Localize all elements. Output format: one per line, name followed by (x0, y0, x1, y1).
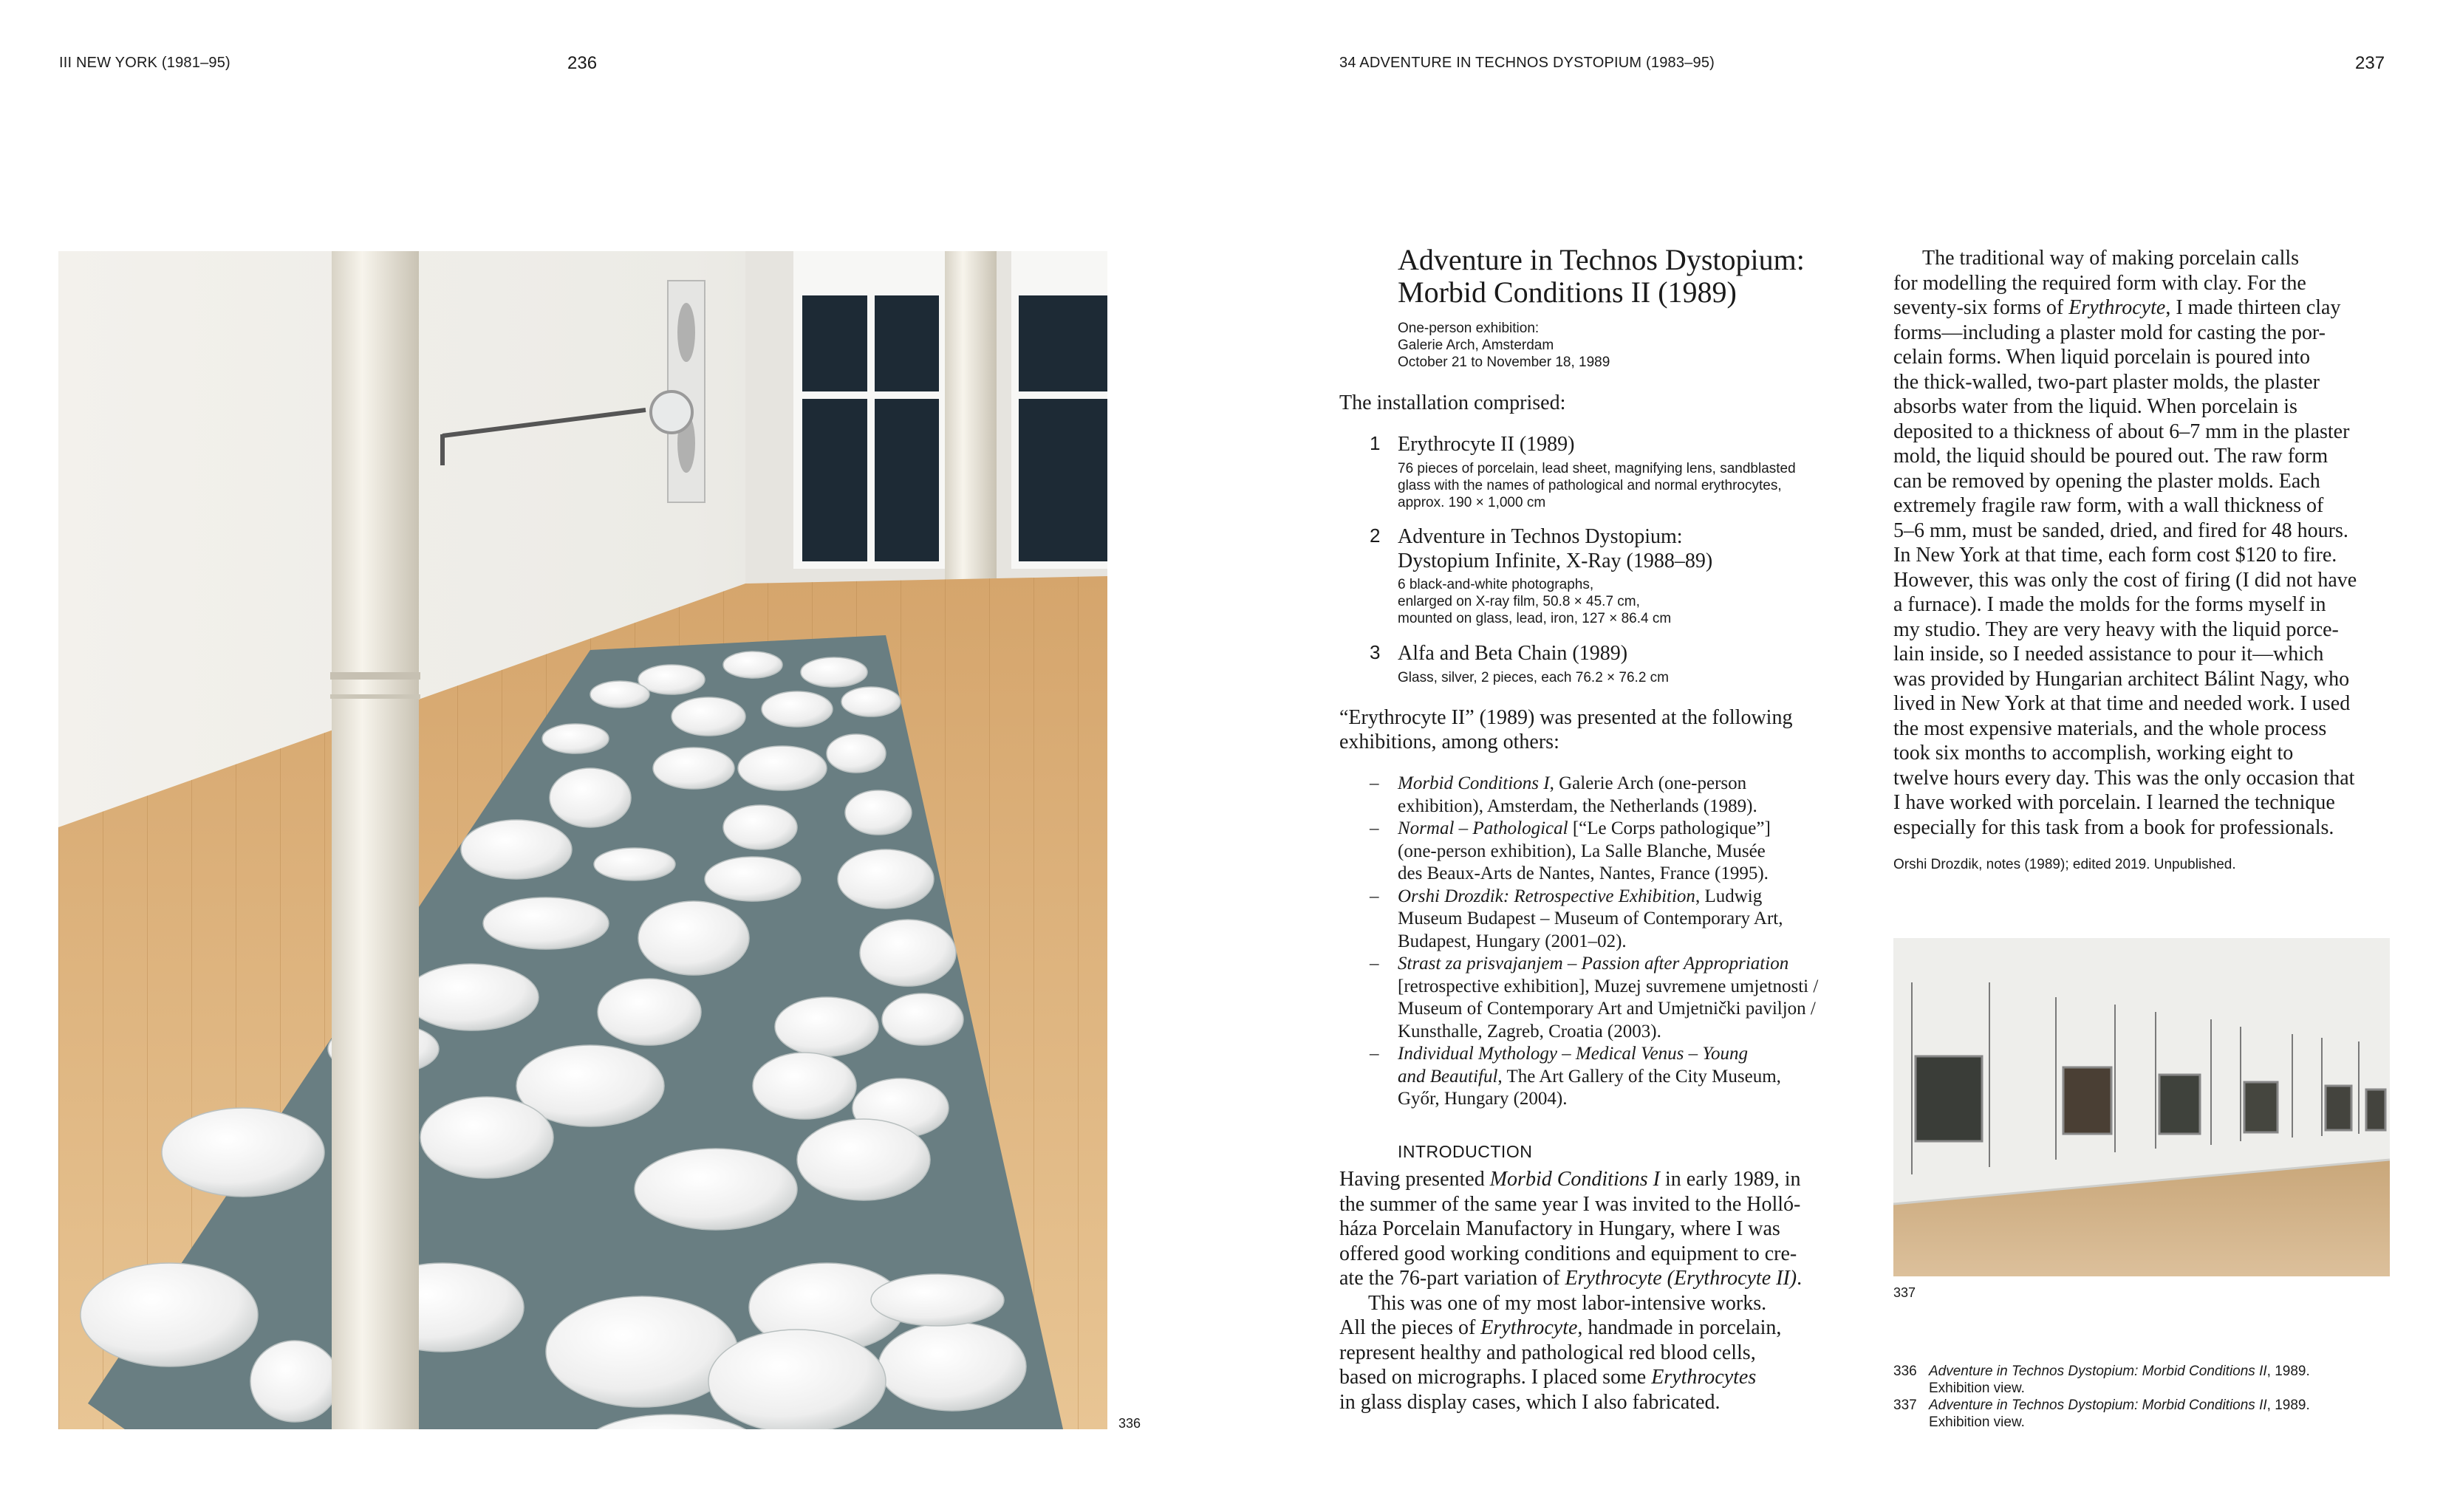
lead-line: exhibitions, among others: (1339, 731, 1559, 753)
installation-item (1339, 641, 1842, 693)
item-desc-line: mounted on glass, lead, iron, 127 × 86.4 cm (1398, 611, 1672, 626)
body-line (1893, 469, 2396, 494)
body-text: . (1797, 1267, 1803, 1290)
caption-text: , 1989. (2266, 1398, 2310, 1413)
introduction-body (1339, 1167, 1856, 1414)
item-name: Erythrocyte II (1989) (1398, 433, 1575, 456)
installation-item (1339, 524, 1842, 635)
caption-number: 336 (1893, 1364, 1917, 1379)
source-note: Orshi Drozdik, notes (1989); edited 2019. Unpublished. (1893, 857, 2236, 872)
italic-title: Erythrocyte (2068, 296, 2166, 319)
body-line (1893, 642, 2396, 667)
installation-item (1339, 432, 1842, 517)
item-name-line: Adventure in Technos Dystopium: (1398, 525, 1683, 548)
italic-title: Erythrocytes (1651, 1366, 1757, 1389)
title-line-1: Adventure in Technos Dystopium: (1398, 243, 1805, 276)
section-heading: INTRODUCTION (1398, 1142, 1533, 1161)
item-desc-line: approx. 190 × 1,000 cm (1398, 495, 1546, 510)
exhibition-text: Győr, Hungary (2004). (1398, 1089, 1568, 1109)
body-text: the most expensive materials, and the whole process (1893, 716, 2327, 740)
body-text: took six months to accomplish, working eight to (1893, 742, 2294, 764)
item-name: Alfa and Beta Chain (1989) (1398, 642, 1628, 665)
exhibition-venue: Galerie Arch, Amsterdam (1398, 338, 1554, 353)
item-name (1398, 524, 1841, 573)
body-line (1339, 1291, 1856, 1316)
body-text: forms—including a plaster mold for casting the por- (1893, 321, 2326, 344)
item-description (1398, 460, 1841, 511)
caption-title: Adventure in Technos Dystopium: Morbid Conditions II (1929, 1364, 2267, 1379)
lead-line: “Erythrocyte II” (1989) was presented at the following (1339, 706, 1793, 729)
body-line (1893, 444, 2396, 469)
body-text: was provided by Hungarian architect Bálint Nagy, who (1893, 667, 2350, 691)
figure-caption (1893, 1397, 2410, 1431)
body-line (1893, 667, 2396, 692)
exhibition-title: Individual Mythology – Medical Venus – Young (1398, 1044, 1749, 1064)
body-line (1893, 592, 2396, 618)
process-body (1893, 246, 2396, 840)
exhibition-entry (1339, 953, 1856, 1043)
list-dash: – (1370, 773, 1379, 793)
body-line (1893, 741, 2396, 766)
body-text: lived in New York at that time and needed work. I used (1893, 692, 2351, 715)
body-line (1339, 1167, 1856, 1192)
body-text: mold, the liquid should be poured out. The raw form (1893, 445, 2328, 468)
item-desc-line: 76 pieces of porcelain, lead sheet, magnifying lens, sandblasted (1398, 461, 1796, 476)
figure-captions (1893, 1363, 2410, 1431)
exhibition-entry (1339, 773, 1856, 818)
body-text: Having presented (1339, 1168, 1490, 1191)
body-text: especially for this task from a book for professionals. (1893, 815, 2334, 839)
body-text: based on micrographs. I placed some (1339, 1366, 1652, 1389)
list-dash: – (1370, 886, 1379, 906)
caption-number: 337 (1893, 1398, 1917, 1413)
figure-337-number: 337 (1893, 1285, 1916, 1300)
exhibitions-lead (1339, 705, 1856, 754)
exhibition-text: Museum of Contemporary Art and Umjetnički paviljon / (1398, 999, 1816, 1019)
body-text: my studio. They are very heavy with the liquid porce- (1893, 618, 2339, 641)
exhibition-title: Strast za prisvajanjem – Passion after Appropriation (1398, 954, 1789, 974)
exhibition-text: , Ludwig (1695, 886, 1763, 906)
item-desc-line: enlarged on X-ray film, 50.8 × 45.7 cm, (1398, 594, 1640, 609)
page-number-right: 237 (2355, 53, 2385, 73)
body-text: extremely fragile raw form, with a wall thickness of (1893, 494, 2324, 517)
item-number: 1 (1370, 432, 1381, 454)
item-number: 3 (1370, 641, 1381, 663)
body-text: All the pieces of (1339, 1316, 1481, 1339)
figure-336-number: 336 (1118, 1416, 1141, 1431)
body-line (1893, 519, 2396, 544)
article-title (1398, 244, 1856, 309)
body-line (1339, 1242, 1856, 1267)
list-dash: – (1370, 818, 1379, 838)
body-text: I have worked with porcelain. I learned the technique (1893, 791, 2335, 814)
exhibition-text: exhibition), Amsterdam, the Netherlands (1989). (1398, 796, 1757, 816)
body-text: offered good working conditions and equipment to cre- (1339, 1242, 1797, 1265)
body-text: a furnace). I made the molds for the forms myself in (1893, 593, 2326, 616)
body-line (1893, 420, 2396, 445)
body-text: for modelling the required form with clay. For the (1893, 271, 2306, 295)
exhibition-meta (1398, 320, 1610, 371)
body-text: the thick-walled, two-part plaster molds, the plaster (1893, 370, 2320, 394)
body-text: , handmade in porcelain, (1577, 1316, 1782, 1339)
item-desc-line: 6 black-and-white photographs, (1398, 577, 1594, 592)
body-text: can be removed by opening the plaster molds. Each (1893, 469, 2320, 493)
caption-text: Exhibition view. (1929, 1381, 2025, 1396)
body-line (1339, 1266, 1856, 1291)
exhibitions-list (1339, 773, 1856, 1111)
item-name-line: Dystopium Infinite, X-Ray (1988–89) (1398, 550, 1713, 572)
list-dash: – (1370, 954, 1379, 974)
running-head-right: 34 ADVENTURE IN TECHNOS DYSTOPIUM (1983–95) (1339, 55, 1715, 71)
list-dash: – (1370, 1044, 1379, 1064)
body-line (1893, 493, 2396, 519)
body-text: represent healthy and pathological red blood cells, (1339, 1341, 1756, 1364)
body-line (1893, 370, 2396, 395)
italic-title: Morbid Conditions I (1489, 1168, 1660, 1191)
body-line (1893, 345, 2396, 370)
exhibition-text: (one-person exhibition), La Salle Blanche, Musée (1398, 841, 1766, 861)
body-text: twelve hours every day. This was the only occasion that (1893, 766, 2355, 790)
caption-text: Exhibition view. (1929, 1414, 2025, 1430)
exhibition-text: des Beaux-Arts de Nantes, Nantes, France (1995). (1398, 863, 1769, 883)
body-text: in glass display cases, which I also fabricated. (1339, 1390, 1721, 1414)
body-line (1893, 246, 2396, 271)
running-head-left: III NEW YORK (1981–95) (59, 55, 230, 71)
body-text: However, this was only the cost of firing (I did not have (1893, 568, 2357, 592)
body-line (1893, 295, 2396, 321)
exhibition-entry (1339, 1043, 1856, 1111)
italic-title: Erythrocyte (Erythrocyte II) (1565, 1267, 1797, 1290)
body-text: In New York at that time, each form cost $120 to fire. (1893, 544, 2337, 567)
body-line (1893, 691, 2396, 716)
exhibition-text: Museum Budapest – Museum of Contemporary Art, (1398, 909, 1783, 928)
body-line (1893, 618, 2396, 643)
italic-title: Erythrocyte (1480, 1316, 1578, 1339)
body-line (1893, 394, 2396, 420)
body-text: deposited to a thickness of about 6–7 mm in the plaster (1893, 420, 2350, 443)
installation-photo (58, 251, 1107, 1429)
item-desc-line: glass with the names of pathological and normal erythrocytes, (1398, 478, 1782, 493)
item-description (1398, 576, 1841, 627)
body-text: ate the 76-part variation of (1339, 1267, 1565, 1290)
exhibition-title: Morbid Conditions I (1398, 773, 1550, 793)
body-line (1893, 815, 2396, 841)
body-line (1893, 321, 2396, 346)
body-text: lain inside, so I needed assistance to pour it—which (1893, 643, 2324, 666)
body-text: celain forms. When liquid porcelain is poured into (1893, 346, 2311, 369)
exhibition-text: [retrospective exhibition], Muzej suvremene umjetnosti / (1398, 976, 1819, 996)
exhibition-text: , The Art Gallery of the City Museum, (1497, 1066, 1781, 1087)
exhibition-text: [“Le Corps pathologique”] (1568, 818, 1771, 838)
body-line (1893, 271, 2396, 296)
title-line-2: Morbid Conditions II (1989) (1398, 276, 1737, 309)
body-line (1893, 716, 2396, 742)
body-text: The traditional way of making porcelain calls (1922, 247, 2300, 270)
body-text: This was one of my most labor-intensive works. (1368, 1291, 1767, 1315)
exhibition-dates: October 21 to November 18, 1989 (1398, 355, 1610, 370)
body-line (1893, 790, 2396, 815)
body-line (1893, 766, 2396, 791)
body-line (1339, 1192, 1856, 1217)
body-line (1893, 543, 2396, 568)
exhibition-text: Budapest, Hungary (2001–02). (1398, 931, 1627, 951)
exhibition-text: , Galerie Arch (one-person (1549, 773, 1747, 793)
item-desc-line: Glass, silver, 2 pieces, each 76.2 × 76.2 cm (1398, 670, 1669, 685)
body-text: , I made thirteen clay (2165, 296, 2341, 319)
body-text: absorbs water from the liquid. When porcelain is (1893, 395, 2297, 418)
caption-title: Adventure in Technos Dystopium: Morbid Conditions II (1929, 1398, 2267, 1413)
body-line (1339, 1390, 1856, 1415)
installation-intro: The installation comprised: (1339, 391, 1566, 414)
body-line (1893, 568, 2396, 593)
exhibition-title: Orshi Drozdik: Retrospective Exhibition (1398, 886, 1695, 906)
exhibition-entry (1339, 818, 1856, 886)
exhibition-text: Kunsthalle, Zagreb, Croatia (2003). (1398, 1021, 1661, 1041)
body-text: seventy-six forms of (1893, 296, 2069, 319)
body-line (1339, 1365, 1856, 1390)
exhibition-entry (1339, 886, 1856, 954)
body-line (1339, 1341, 1856, 1366)
page-number-left: 236 (567, 53, 598, 73)
caption-text: , 1989. (2266, 1364, 2310, 1379)
exhibition-type: One-person exhibition: (1398, 321, 1540, 336)
item-description (1398, 669, 1841, 686)
figure-caption (1893, 1363, 2410, 1397)
body-line (1339, 1316, 1856, 1341)
item-number: 2 (1370, 524, 1381, 547)
exhibition-view-photo (1893, 938, 2390, 1276)
exhibition-title: Normal – Pathological (1398, 818, 1568, 838)
body-text: háza Porcelain Manufactory in Hungary, where I was (1339, 1217, 1780, 1240)
body-line (1339, 1217, 1856, 1242)
body-text: in early 1989, in (1659, 1168, 1801, 1191)
exhibition-title: and Beautiful (1398, 1066, 1498, 1087)
body-text: the summer of the same year I was invited to the Holló- (1339, 1192, 1801, 1216)
body-text: 5–6 mm, must be sanded, dried, and fired for 48 hours. (1893, 519, 2348, 542)
